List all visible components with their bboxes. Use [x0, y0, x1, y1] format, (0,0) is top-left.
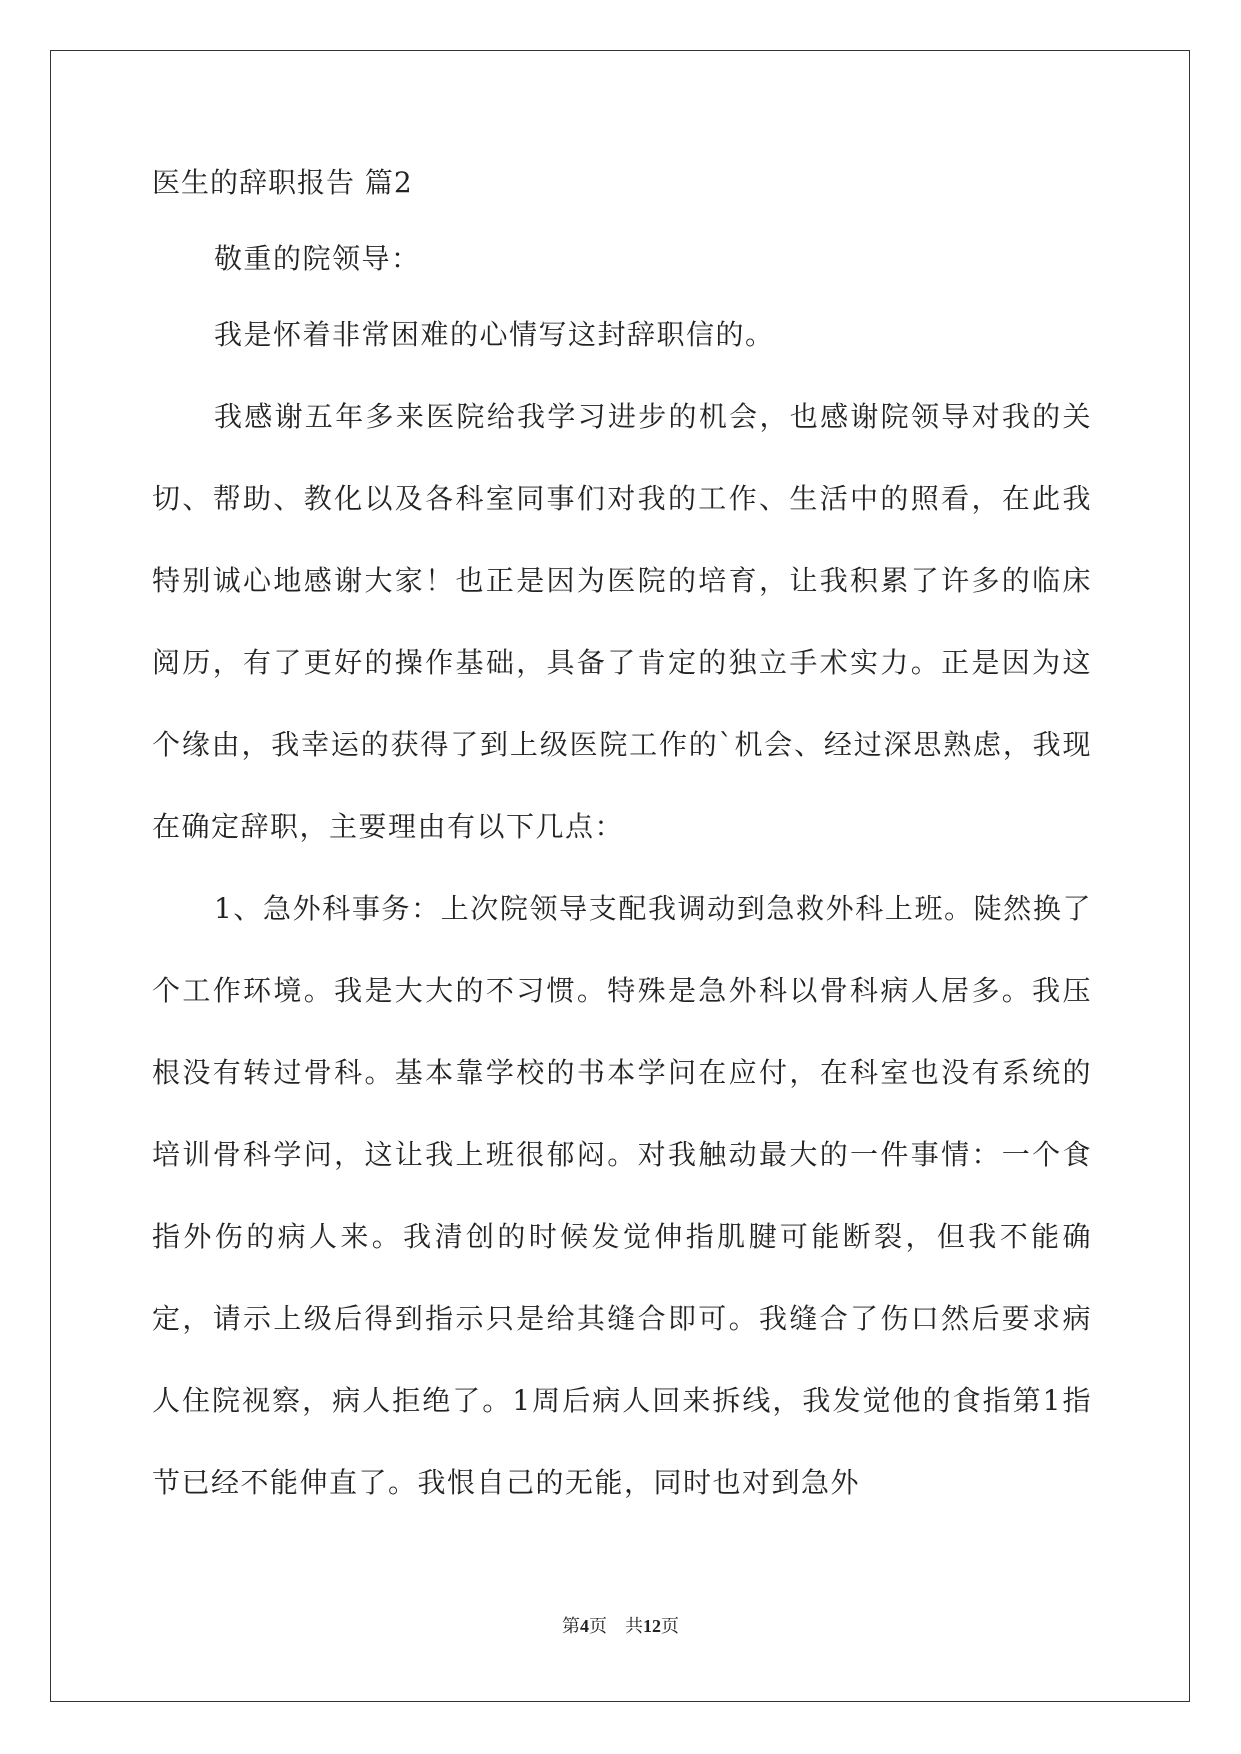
page-current: 4	[580, 1616, 589, 1636]
salutation: 敬重的院领导：	[214, 242, 421, 275]
body-paragraphs	[152, 376, 1092, 1524]
page-mid: 页	[589, 1616, 607, 1636]
total-suffix: 页	[661, 1616, 679, 1636]
paragraph-2: 我感谢五年多来医院给我学习进步的机会，也感谢院领导对我的关切、帮助、教化以及各科室同事们对我的工作、生活中的照看，在此我特别诚心地感谢大家！也正是因为医院的培育，让我积累了许多的临床阅历，有了更好的操作基础，具备了肯定的独立手术实力。正是因为这个缘由，我幸运的获得了到上级医院工作的`机会、经过深思熟虑，我现在确定辞职，主要理由有以下几点：	[152, 400, 1092, 843]
document-body	[152, 168, 1092, 1524]
paragraph-3: 1、急外科事务：上次院领导支配我调动到急救外科上班。陡然换了个工作环境。我是大大的不习惯。特殊是急外科以骨科病人居多。我压根没有转过骨科。基本靠学校的书本学问在应付，在科室也没有系统的培训骨科学问，这让我上班很郁闷。对我触动最大的一件事情：一个食指外伤的病人来。我清创的时候发觉伸指肌腱可能断裂，但我不能确定，请示上级后得到指示只是给其缝合即可。我缝合了伤口然后要求病人住院视察，病人拒绝了。1周后病人回来拆线，我发觉他的食指第1指节已经不能伸直了。我恨自己的无能，同时也对到急外	[152, 892, 1092, 1499]
page-footer	[0, 1612, 1241, 1638]
total-prefix: 共	[625, 1616, 643, 1636]
document-title: 医生的辞职报告 篇2	[152, 166, 413, 199]
page-prefix: 第	[562, 1616, 580, 1636]
page-total: 12	[643, 1616, 661, 1636]
paragraph-1: 我是怀着非常困难的心情写这封辞职信的。	[214, 318, 775, 351]
